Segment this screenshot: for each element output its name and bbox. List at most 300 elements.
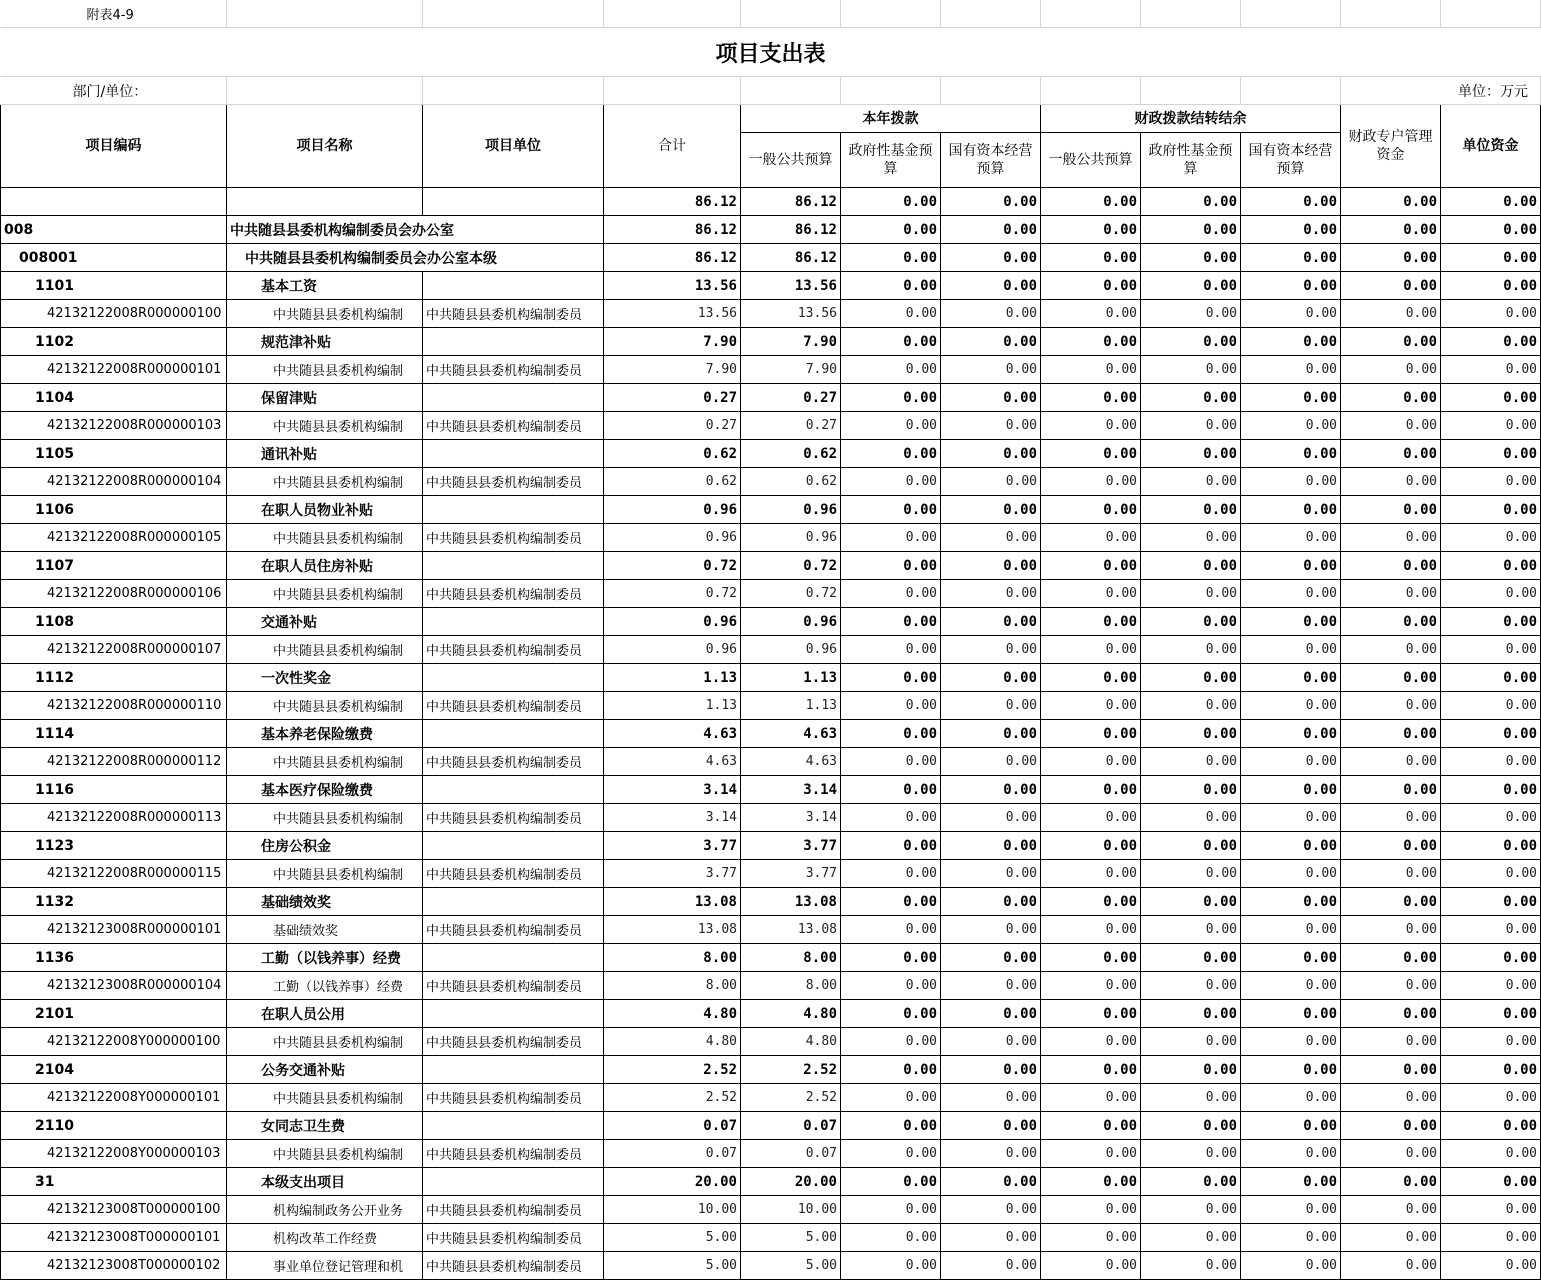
cell-value[interactable]: 0.00	[1241, 804, 1341, 832]
cell-value[interactable]: 0.00	[941, 608, 1041, 636]
cell-value[interactable]: 0.00	[841, 1112, 941, 1140]
cell-name[interactable]: 中共随县县委机构编制委员会办公室	[227, 216, 604, 244]
cell-value[interactable]: 0.00	[1141, 1056, 1241, 1084]
cell-value[interactable]: 0.00	[1041, 692, 1141, 720]
cell-unit[interactable]: 中共随县县委机构编制委员	[423, 412, 604, 440]
cell-unit[interactable]	[423, 188, 604, 216]
dept-label[interactable]: 部门/单位：	[1, 77, 227, 105]
cell-value[interactable]: 0.00	[1241, 356, 1341, 384]
cell-value[interactable]: 0.00	[1041, 1084, 1141, 1112]
cell-value[interactable]: 0.00	[1041, 944, 1141, 972]
cell-value[interactable]: 0.00	[841, 1000, 941, 1028]
header-stateown-current[interactable]: 国有资本经营预算	[941, 133, 1041, 188]
cell-value[interactable]: 0.00	[941, 916, 1041, 944]
cell-value[interactable]: 0.00	[1041, 972, 1141, 1000]
cell-value[interactable]: 1.13	[604, 692, 741, 720]
cell-value[interactable]: 1.13	[741, 692, 841, 720]
cell-code[interactable]: 42132123008T000000100	[1, 1196, 227, 1224]
cell-value[interactable]: 0.00	[941, 1140, 1041, 1168]
cell-value[interactable]: 0.00	[941, 636, 1041, 664]
cell-value[interactable]: 0.00	[1041, 188, 1141, 216]
cell-value[interactable]: 0.00	[1041, 636, 1141, 664]
cell-value[interactable]: 0.00	[1141, 356, 1241, 384]
cell-name[interactable]: 中共随县县委机构编制	[227, 580, 423, 608]
cell-unit[interactable]	[423, 832, 604, 860]
cell-value[interactable]: 0.00	[941, 580, 1041, 608]
cell-value[interactable]: 0.62	[604, 440, 741, 468]
cell-code[interactable]: 1101	[1, 272, 227, 300]
cell-value[interactable]: 0.00	[1341, 1224, 1441, 1252]
cell-value[interactable]: 7.90	[604, 356, 741, 384]
cell-value[interactable]: 0.96	[604, 496, 741, 524]
cell-value[interactable]: 0.00	[841, 944, 941, 972]
cell-name[interactable]: 中共随县县委机构编制	[227, 748, 423, 776]
cell-unit[interactable]	[423, 1000, 604, 1028]
cell-value[interactable]: 0.00	[1441, 832, 1541, 860]
cell-unit[interactable]: 中共随县县委机构编制委员	[423, 1196, 604, 1224]
cell-value[interactable]: 0.00	[841, 1084, 941, 1112]
cell-value[interactable]: 0.00	[1341, 972, 1441, 1000]
cell-value[interactable]: 0.00	[941, 244, 1041, 272]
cell-name[interactable]: 在职人员物业补贴	[227, 496, 423, 524]
cell-value[interactable]: 0.00	[841, 692, 941, 720]
cell-value[interactable]: 0.00	[941, 1028, 1041, 1056]
cell-value[interactable]: 0.00	[941, 188, 1041, 216]
cell-unit[interactable]: 中共随县县委机构编制委员	[423, 1140, 604, 1168]
cell-name[interactable]: 中共随县县委机构编制	[227, 1084, 423, 1112]
cell-value[interactable]: 8.00	[604, 972, 741, 1000]
cell-value[interactable]: 13.08	[741, 916, 841, 944]
cell-value[interactable]: 0.00	[1441, 328, 1541, 356]
cell-value[interactable]: 0.00	[1041, 468, 1141, 496]
cell-unit[interactable]: 中共随县县委机构编制委员	[423, 580, 604, 608]
cell-code[interactable]: 42132122008R000000112	[1, 748, 227, 776]
cell-value[interactable]: 0.00	[1241, 1168, 1341, 1196]
cell-value[interactable]: 0.00	[1141, 580, 1241, 608]
header-code[interactable]: 项目编码	[1, 105, 227, 188]
cell-name[interactable]: 保留津贴	[227, 384, 423, 412]
cell-value[interactable]: 3.14	[741, 776, 841, 804]
cell-value[interactable]: 0.00	[1241, 524, 1341, 552]
cell-value[interactable]: 0.00	[841, 664, 941, 692]
cell-name[interactable]: 中共随县县委机构编制	[227, 1028, 423, 1056]
cell-value[interactable]: 0.00	[1441, 664, 1541, 692]
cell-name[interactable]: 机构编制政务公开业务	[227, 1196, 423, 1224]
cell-unit[interactable]	[423, 384, 604, 412]
cell-value[interactable]: 0.00	[1041, 1140, 1141, 1168]
cell-value[interactable]: 0.00	[941, 1112, 1041, 1140]
cell-unit[interactable]	[423, 328, 604, 356]
cell-code[interactable]: 1114	[1, 720, 227, 748]
cell-value[interactable]: 0.00	[841, 1252, 941, 1280]
cell-value[interactable]: 0.00	[1041, 608, 1141, 636]
cell-name[interactable]: 中共随县县委机构编制	[227, 636, 423, 664]
cell-value[interactable]: 0.00	[841, 1056, 941, 1084]
cell-value[interactable]: 0.07	[741, 1112, 841, 1140]
cell-value[interactable]: 0.00	[1241, 748, 1341, 776]
cell-value[interactable]: 13.56	[604, 300, 741, 328]
cell-value[interactable]: 0.00	[1341, 496, 1441, 524]
cell-value[interactable]: 0.00	[1141, 244, 1241, 272]
cell-unit[interactable]: 中共随县县委机构编制委员	[423, 1224, 604, 1252]
cell-value[interactable]: 0.00	[941, 832, 1041, 860]
cell-value[interactable]: 0.00	[1241, 720, 1341, 748]
cell-unit[interactable]: 中共随县县委机构编制委员	[423, 972, 604, 1000]
cell-value[interactable]: 0.00	[1441, 300, 1541, 328]
cell-unit[interactable]: 中共随县县委机构编制委员	[423, 804, 604, 832]
cell-value[interactable]: 0.07	[604, 1140, 741, 1168]
cell-value[interactable]: 0.96	[741, 608, 841, 636]
cell-value[interactable]: 3.77	[741, 860, 841, 888]
cell-value[interactable]: 0.00	[1041, 804, 1141, 832]
cell-unit[interactable]	[423, 272, 604, 300]
cell-value[interactable]: 0.00	[1241, 636, 1341, 664]
cell-value[interactable]: 0.00	[941, 552, 1041, 580]
cell-value[interactable]: 0.00	[1041, 244, 1141, 272]
cell-value[interactable]: 0.07	[741, 1140, 841, 1168]
cell-value[interactable]: 0.00	[1241, 1000, 1341, 1028]
cell-name[interactable]: 规范津补贴	[227, 328, 423, 356]
cell-value[interactable]: 0.00	[1341, 412, 1441, 440]
cell-code[interactable]: 42132122008R000000106	[1, 580, 227, 608]
cell-unit[interactable]	[423, 888, 604, 916]
cell-value[interactable]: 0.00	[1141, 720, 1241, 748]
cell-value[interactable]: 0.00	[941, 1252, 1041, 1280]
cell-value[interactable]: 0.00	[1441, 1140, 1541, 1168]
cell-value[interactable]: 0.00	[1241, 1224, 1341, 1252]
cell-code[interactable]: 42132123008R000000101	[1, 916, 227, 944]
cell-value[interactable]: 0.00	[941, 1056, 1041, 1084]
cell-unit[interactable]: 中共随县县委机构编制委员	[423, 468, 604, 496]
cell-name[interactable]: 一次性奖金	[227, 664, 423, 692]
cell-value[interactable]: 0.96	[741, 524, 841, 552]
cell-value[interactable]: 0.00	[941, 1168, 1041, 1196]
cell-value[interactable]: 0.00	[1041, 496, 1141, 524]
cell-value[interactable]: 0.00	[841, 244, 941, 272]
cell-name[interactable]: 事业单位登记管理和机	[227, 1252, 423, 1280]
cell-unit[interactable]	[423, 552, 604, 580]
cell-name[interactable]: 中共随县县委机构编制	[227, 860, 423, 888]
cell-value[interactable]: 0.00	[1441, 524, 1541, 552]
cell-value[interactable]: 0.00	[1041, 356, 1141, 384]
cell-unit[interactable]: 中共随县县委机构编制委员	[423, 916, 604, 944]
cell-name[interactable]: 公务交通补贴	[227, 1056, 423, 1084]
cell-name[interactable]: 中共随县县委机构编制	[227, 804, 423, 832]
cell-value[interactable]: 0.00	[1241, 496, 1341, 524]
cell-value[interactable]: 0.72	[741, 552, 841, 580]
cell-code[interactable]: 1107	[1, 552, 227, 580]
cell-value[interactable]: 0.00	[841, 496, 941, 524]
header-stateown-carry[interactable]: 国有资本经营预算	[1241, 133, 1341, 188]
cell-value[interactable]: 0.00	[1341, 580, 1441, 608]
cell-value[interactable]: 0.00	[1241, 468, 1341, 496]
cell-value[interactable]: 0.00	[1441, 1084, 1541, 1112]
cell-name[interactable]: 基础绩效奖	[227, 916, 423, 944]
cell-value[interactable]: 4.80	[604, 1000, 741, 1028]
cell-value[interactable]: 0.00	[1441, 216, 1541, 244]
cell-value[interactable]: 86.12	[741, 188, 841, 216]
cell-value[interactable]: 0.00	[1241, 552, 1341, 580]
cell-value[interactable]: 0.00	[1341, 636, 1441, 664]
cell-code[interactable]: 42132122008R000000105	[1, 524, 227, 552]
cell-value[interactable]: 0.00	[1241, 888, 1341, 916]
cell-value[interactable]: 0.00	[1441, 748, 1541, 776]
cell-value[interactable]: 0.00	[841, 748, 941, 776]
cell-value[interactable]: 0.00	[1441, 692, 1541, 720]
cell-value[interactable]: 0.00	[1441, 1252, 1541, 1280]
cell-value[interactable]: 0.00	[1041, 1252, 1141, 1280]
cell-value[interactable]: 0.00	[841, 636, 941, 664]
appendix-label[interactable]: 附表4-9	[1, 0, 227, 28]
cell-value[interactable]: 0.00	[841, 860, 941, 888]
cell-value[interactable]: 0.00	[841, 524, 941, 552]
cell-value[interactable]: 0.00	[941, 804, 1041, 832]
cell-value[interactable]: 0.00	[1041, 300, 1141, 328]
cell-value[interactable]: 0.00	[1441, 440, 1541, 468]
cell-value[interactable]: 0.00	[1041, 888, 1141, 916]
cell-value[interactable]: 0.72	[604, 552, 741, 580]
cell-value[interactable]: 0.00	[1141, 1252, 1241, 1280]
cell-value[interactable]: 0.00	[841, 356, 941, 384]
cell-code[interactable]: 42132122008R000000104	[1, 468, 227, 496]
cell-name[interactable]: 中共随县县委机构编制	[227, 524, 423, 552]
cell-code[interactable]: 1112	[1, 664, 227, 692]
cell-value[interactable]: 0.00	[1441, 860, 1541, 888]
cell-value[interactable]: 0.00	[1441, 720, 1541, 748]
cell-value[interactable]: 0.00	[1241, 300, 1341, 328]
cell-unit[interactable]	[423, 608, 604, 636]
cell-value[interactable]: 0.00	[1141, 1168, 1241, 1196]
cell-value[interactable]: 0.00	[1441, 188, 1541, 216]
cell-value[interactable]: 0.00	[1241, 916, 1341, 944]
cell-name[interactable]: 工勤（以钱养事）经费	[227, 972, 423, 1000]
cell-name[interactable]: 中共随县县委机构编制	[227, 1140, 423, 1168]
cell-value[interactable]: 0.00	[841, 804, 941, 832]
cell-value[interactable]: 0.96	[604, 524, 741, 552]
cell-value[interactable]: 0.00	[1141, 748, 1241, 776]
cell-value[interactable]: 8.00	[741, 944, 841, 972]
cell-name[interactable]: 中共随县县委机构编制	[227, 300, 423, 328]
cell-code[interactable]: 42132123008R000000104	[1, 972, 227, 1000]
cell-value[interactable]: 0.00	[1041, 664, 1141, 692]
cell-value[interactable]: 0.00	[1241, 944, 1341, 972]
cell-code[interactable]: 42132122008R000000113	[1, 804, 227, 832]
cell-value[interactable]: 0.00	[1041, 720, 1141, 748]
cell-value[interactable]: 0.00	[1341, 944, 1441, 972]
cell-value[interactable]: 0.00	[1241, 188, 1341, 216]
cell-name[interactable]: 在职人员公用	[227, 1000, 423, 1028]
cell-value[interactable]: 0.00	[1241, 608, 1341, 636]
cell-value[interactable]: 0.96	[604, 608, 741, 636]
cell-value[interactable]: 0.00	[1441, 1056, 1541, 1084]
cell-name[interactable]: 中共随县县委机构编制	[227, 356, 423, 384]
cell-value[interactable]: 0.00	[941, 384, 1041, 412]
cell-value[interactable]: 0.00	[1041, 748, 1141, 776]
cell-value[interactable]: 0.00	[1141, 524, 1241, 552]
header-govfund-current[interactable]: 政府性基金预算	[841, 133, 941, 188]
cell-code[interactable]: 1123	[1, 832, 227, 860]
cell-value[interactable]: 0.00	[1141, 832, 1241, 860]
cell-value[interactable]: 0.00	[1141, 1112, 1241, 1140]
cell-value[interactable]: 0.00	[941, 1196, 1041, 1224]
cell-code[interactable]: 42132122008Y000000100	[1, 1028, 227, 1056]
cell-value[interactable]: 3.77	[604, 860, 741, 888]
cell-value[interactable]: 2.52	[604, 1084, 741, 1112]
cell-value[interactable]: 0.00	[1341, 832, 1441, 860]
cell-value[interactable]: 0.00	[1441, 972, 1541, 1000]
cell-value[interactable]: 0.00	[941, 496, 1041, 524]
cell-value[interactable]: 0.00	[941, 1224, 1041, 1252]
cell-value[interactable]: 86.12	[741, 216, 841, 244]
cell-value[interactable]: 5.00	[741, 1224, 841, 1252]
cell-value[interactable]: 0.00	[1141, 636, 1241, 664]
cell-name[interactable]: 通讯补贴	[227, 440, 423, 468]
cell-code[interactable]: 42132123008T000000102	[1, 1252, 227, 1280]
cell-value[interactable]: 0.00	[1141, 888, 1241, 916]
cell-code[interactable]	[1, 188, 227, 216]
cell-value[interactable]: 0.00	[841, 384, 941, 412]
cell-value[interactable]: 0.00	[1341, 1028, 1441, 1056]
cell-value[interactable]: 0.00	[1241, 412, 1341, 440]
cell-value[interactable]: 13.56	[604, 272, 741, 300]
cell-name[interactable]: 中共随县县委机构编制	[227, 468, 423, 496]
cell-unit[interactable]	[423, 944, 604, 972]
cell-code[interactable]: 2104	[1, 1056, 227, 1084]
cell-value[interactable]: 0.00	[1141, 944, 1241, 972]
cell-value[interactable]: 0.00	[1341, 216, 1441, 244]
cell-name[interactable]: 中共随县县委机构编制	[227, 692, 423, 720]
cell-value[interactable]: 0.00	[1241, 272, 1341, 300]
header-unit[interactable]: 项目单位	[423, 105, 604, 188]
cell-value[interactable]: 3.77	[741, 832, 841, 860]
cell-value[interactable]: 4.63	[741, 720, 841, 748]
cell-value[interactable]: 0.00	[941, 524, 1041, 552]
cell-value[interactable]: 0.27	[741, 412, 841, 440]
cell-value[interactable]: 86.12	[604, 188, 741, 216]
cell-value[interactable]: 0.00	[1341, 888, 1441, 916]
header-group-current[interactable]: 本年拨款	[741, 105, 1041, 133]
cell-value[interactable]: 0.62	[741, 440, 841, 468]
cell-value[interactable]: 0.00	[1441, 356, 1541, 384]
unit-label[interactable]: 单位：万元	[1341, 77, 1541, 105]
cell-value[interactable]: 0.00	[1341, 608, 1441, 636]
cell-value[interactable]: 0.00	[1041, 272, 1141, 300]
cell-unit[interactable]: 中共随县县委机构编制委员	[423, 300, 604, 328]
cell-value[interactable]: 0.96	[604, 636, 741, 664]
cell-value[interactable]: 13.56	[741, 272, 841, 300]
cell-value[interactable]: 0.00	[941, 412, 1041, 440]
cell-value[interactable]: 86.12	[604, 244, 741, 272]
cell-unit[interactable]	[423, 720, 604, 748]
cell-value[interactable]: 0.00	[1341, 776, 1441, 804]
cell-value[interactable]: 0.00	[1341, 1056, 1441, 1084]
cell-value[interactable]: 0.00	[1341, 1252, 1441, 1280]
cell-value[interactable]: 0.00	[941, 748, 1041, 776]
cell-value[interactable]: 0.00	[1441, 636, 1541, 664]
cell-value[interactable]: 0.00	[841, 720, 941, 748]
cell-value[interactable]: 0.00	[1441, 580, 1541, 608]
cell-value[interactable]: 0.00	[1041, 412, 1141, 440]
cell-name[interactable]	[227, 188, 423, 216]
cell-value[interactable]: 0.00	[1441, 944, 1541, 972]
cell-name[interactable]: 基本医疗保险缴费	[227, 776, 423, 804]
cell-value[interactable]: 0.00	[1441, 916, 1541, 944]
cell-value[interactable]: 0.00	[1241, 1252, 1341, 1280]
cell-value[interactable]: 0.00	[941, 776, 1041, 804]
cell-value[interactable]: 0.00	[1041, 1168, 1141, 1196]
cell-value[interactable]: 0.00	[1341, 300, 1441, 328]
cell-value[interactable]: 0.00	[1341, 1140, 1441, 1168]
cell-value[interactable]: 0.72	[604, 580, 741, 608]
cell-value[interactable]: 8.00	[604, 944, 741, 972]
cell-value[interactable]: 2.52	[741, 1084, 841, 1112]
cell-value[interactable]: 0.00	[941, 356, 1041, 384]
cell-unit[interactable]	[423, 1056, 604, 1084]
cell-value[interactable]: 86.12	[604, 216, 741, 244]
cell-code[interactable]: 1106	[1, 496, 227, 524]
cell-value[interactable]: 0.00	[1141, 440, 1241, 468]
cell-value[interactable]: 0.00	[1441, 1196, 1541, 1224]
cell-value[interactable]: 0.00	[841, 1168, 941, 1196]
cell-value[interactable]: 0.00	[1341, 384, 1441, 412]
cell-value[interactable]: 0.00	[1341, 440, 1441, 468]
cell-value[interactable]: 13.56	[741, 300, 841, 328]
cell-value[interactable]: 0.00	[841, 188, 941, 216]
cell-value[interactable]: 0.00	[1041, 524, 1141, 552]
cell-value[interactable]: 0.00	[1241, 384, 1341, 412]
cell-value[interactable]: 0.00	[1041, 832, 1141, 860]
cell-value[interactable]: 2.52	[741, 1056, 841, 1084]
cell-value[interactable]: 0.00	[1441, 888, 1541, 916]
cell-value[interactable]: 0.00	[1241, 440, 1341, 468]
cell-value[interactable]: 0.00	[841, 580, 941, 608]
cell-code[interactable]: 42132122008R000000107	[1, 636, 227, 664]
cell-value[interactable]: 0.00	[841, 272, 941, 300]
cell-value[interactable]: 0.00	[841, 776, 941, 804]
header-group-carry[interactable]: 财政拨款结转结余	[1041, 105, 1341, 133]
cell-value[interactable]: 0.00	[1441, 496, 1541, 524]
cell-value[interactable]: 4.63	[604, 748, 741, 776]
cell-code[interactable]: 42132122008R000000101	[1, 356, 227, 384]
cell-value[interactable]: 0.00	[941, 1084, 1041, 1112]
header-general-current[interactable]: 一般公共预算	[741, 133, 841, 188]
cell-value[interactable]: 0.00	[941, 664, 1041, 692]
cell-value[interactable]: 0.00	[1341, 356, 1441, 384]
cell-value[interactable]: 0.00	[1141, 1196, 1241, 1224]
cell-value[interactable]: 0.00	[941, 440, 1041, 468]
cell-unit[interactable]: 中共随县县委机构编制委员	[423, 636, 604, 664]
cell-value[interactable]: 0.00	[841, 552, 941, 580]
cell-name[interactable]: 机构改革工作经费	[227, 1224, 423, 1252]
cell-value[interactable]: 3.14	[604, 804, 741, 832]
cell-value[interactable]: 0.00	[1341, 272, 1441, 300]
cell-value[interactable]: 0.00	[1141, 216, 1241, 244]
cell-value[interactable]: 0.00	[1341, 1168, 1441, 1196]
cell-name[interactable]: 基本工资	[227, 272, 423, 300]
cell-unit[interactable]	[423, 776, 604, 804]
cell-value[interactable]: 0.00	[1441, 1168, 1541, 1196]
cell-value[interactable]: 0.00	[1341, 1112, 1441, 1140]
cell-value[interactable]: 4.80	[604, 1028, 741, 1056]
cell-value[interactable]: 0.00	[1241, 328, 1341, 356]
cell-name[interactable]: 工勤（以钱养事）经费	[227, 944, 423, 972]
cell-value[interactable]: 0.00	[1041, 384, 1141, 412]
cell-name[interactable]: 住房公积金	[227, 832, 423, 860]
cell-code[interactable]: 42132122008R000000100	[1, 300, 227, 328]
cell-value[interactable]: 0.00	[841, 216, 941, 244]
cell-value[interactable]: 0.62	[741, 468, 841, 496]
cell-value[interactable]: 0.00	[1341, 468, 1441, 496]
